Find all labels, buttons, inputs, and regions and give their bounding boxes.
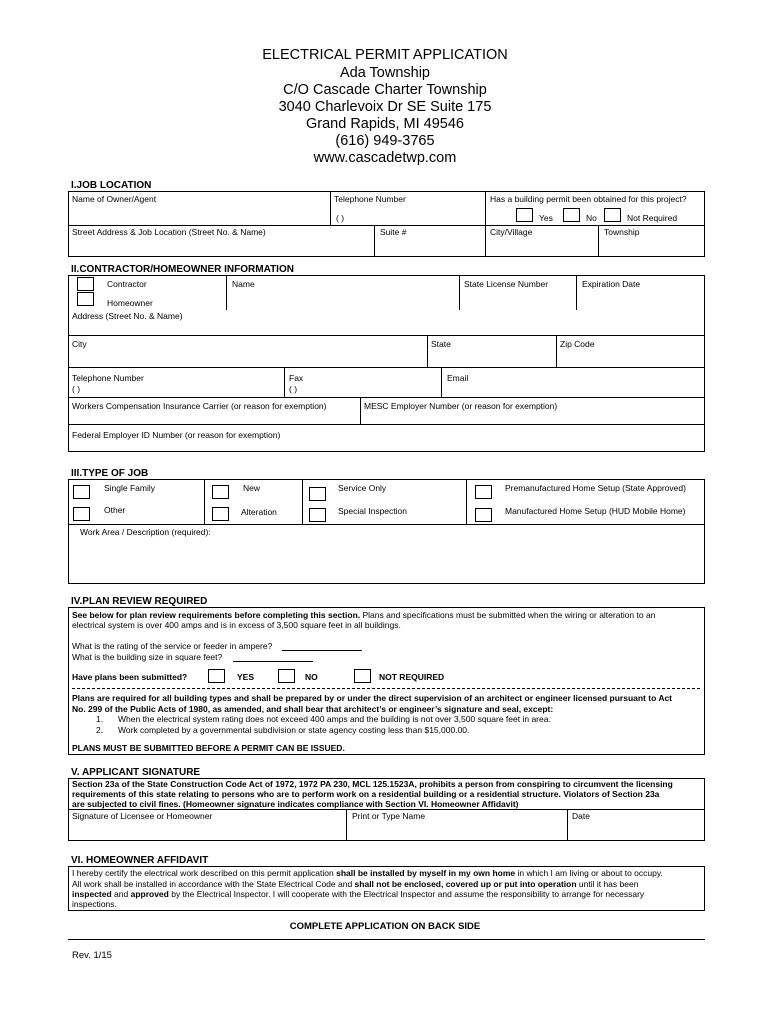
contractor-phone-label: Telephone Number	[72, 373, 144, 383]
other-label: Other	[104, 505, 126, 515]
plan-review-intro-line2: electrical system is over 400 amps and is in excess of 3,500 square feet in all buildings.	[72, 620, 401, 630]
contractor-checkbox[interactable]	[77, 277, 94, 291]
affidavit-line1: I hereby certify the electrical work described on this permit application shall be installed by myself in my own home in which I am living or about to occupy.	[72, 868, 663, 878]
size-answer-line[interactable]	[233, 661, 313, 662]
plans-yes-label: YES	[237, 672, 255, 682]
plans-not-required-label: NOT REQUIRED	[379, 672, 445, 682]
contractor-zip-label: Zip Code	[560, 339, 595, 349]
manufactured-label: Manufactured Home Setup (HUD Mobile Home)	[505, 506, 686, 516]
footer-rule	[68, 939, 705, 940]
section-signature-heading: V. APPLICANT SIGNATURE	[71, 767, 201, 778]
signature-legal-line3: are subjected to civil fines. (Homeowner signature indicates compliance with Section VI. Homeowner Affidavit)	[72, 799, 519, 809]
township-name: Ada Township	[339, 65, 431, 81]
permit-not-required-checkbox[interactable]	[604, 208, 621, 222]
other-checkbox[interactable]	[73, 507, 90, 521]
permit-not-required-label: Not Required	[627, 213, 678, 223]
mesc-label: MESC Employer Number (or reason for exemption)	[364, 401, 558, 411]
permit-yes-label: Yes	[539, 213, 553, 223]
contractor-fax-label: Fax	[289, 373, 304, 383]
service-only-checkbox[interactable]	[309, 487, 326, 501]
plans-no-checkbox[interactable]	[278, 669, 295, 683]
affidavit-line3: inspected and approved by the Electrical Inspector. I will cooperate with the Electrical Inspector and assume the responsibility to arrange for necessary	[72, 889, 645, 899]
dashed-divider	[72, 688, 700, 689]
premanufactured-checkbox[interactable]	[475, 485, 492, 499]
special-inspection-checkbox[interactable]	[309, 508, 326, 522]
new-checkbox[interactable]	[212, 485, 229, 499]
permit-question: Has a building permit been obtained for this project?	[490, 194, 687, 204]
page-title: ELECTRICAL PERMIT APPLICATION	[262, 47, 508, 63]
size-question: What is the building size in square feet?	[72, 652, 223, 662]
date-field[interactable]	[571, 822, 701, 839]
revision-label: Rev. 1/15	[72, 950, 112, 961]
work-area-field[interactable]	[72, 540, 700, 580]
owner-name-label: Name of Owner/Agent	[72, 194, 157, 204]
exception-1-number: 1.	[96, 714, 104, 724]
plans-yes-checkbox[interactable]	[208, 669, 225, 683]
single-family-label: Single Family	[104, 483, 156, 493]
alteration-label: Alteration	[241, 507, 277, 517]
alteration-checkbox[interactable]	[212, 507, 229, 521]
care-of: C/O Cascade Charter Township	[283, 82, 487, 98]
job-phone-label: Telephone Number	[334, 194, 406, 204]
permit-yes-checkbox[interactable]	[516, 208, 533, 222]
work-area-label: Work Area / Description (required):	[80, 527, 211, 537]
city-village-label: City/Village	[490, 227, 533, 237]
affidavit-line2: All work shall be installed in accordance with the State Electrical Code and shall not be enclosed, covered up or put into operation until it has been	[72, 879, 639, 889]
workers-comp-label: Workers Compensation Insurance Carrier (or reason for exemption)	[72, 401, 327, 411]
rating-question: What is the rating of the service or feeder in ampere?	[72, 641, 273, 651]
homeowner-checkbox[interactable]	[77, 292, 94, 306]
contractor-city-label: City	[72, 339, 87, 349]
plans-required-line1: Plans are required for all building types and shall be prepared by or under the direct supervision of an architect or engineer licensed pursuant to Act	[72, 693, 673, 703]
section-plan-review-heading: IV.PLAN REVIEW REQUIRED	[71, 596, 208, 607]
exception-2-text: Work completed by a governmental subdivision or state agency costing less than $15,000.00.	[118, 725, 470, 735]
section-affidavit-heading: VI. HOMEOWNER AFFIDAVIT	[71, 855, 209, 866]
permit-no-label: No	[586, 213, 597, 223]
affidavit-line4: inspections.	[72, 899, 117, 909]
contractor-name-label: Name	[232, 279, 255, 289]
signature-field[interactable]	[72, 822, 342, 839]
premanufactured-label: Premanufactured Home Setup (State Approved)	[505, 483, 686, 493]
plans-submitted-question: Have plans been submitted?	[72, 672, 188, 682]
license-number-label: State License Number	[464, 279, 549, 289]
office-phone: (616) 949-3765	[335, 133, 435, 149]
service-only-label: Service Only	[338, 483, 387, 493]
permit-no-checkbox[interactable]	[563, 208, 580, 222]
suite-label: Suite #	[380, 227, 407, 237]
job-phone-field[interactable]: ( )	[336, 213, 345, 223]
fein-label: Federal Employer ID Number (or reason for exemption)	[72, 430, 281, 440]
new-label: New	[243, 483, 261, 493]
owner-name-field[interactable]	[74, 205, 328, 223]
contractor-label: Contractor	[107, 279, 147, 289]
plans-no-label: NO	[305, 672, 318, 682]
signature-legal-line2: requirements of this state relating to persons who are to perform work on a residential building or a residential structure. Violators of Section 23a	[72, 789, 660, 799]
date-label: Date	[572, 811, 590, 821]
section-type-of-job-heading: III.TYPE OF JOB	[71, 468, 149, 479]
special-inspection-label: Special Inspection	[338, 506, 407, 516]
street-address-label: Street Address & Job Location (Street No. & Name)	[72, 227, 266, 237]
single-family-checkbox[interactable]	[73, 485, 90, 499]
homeowner-label: Homeowner	[107, 298, 153, 308]
contractor-phone-field[interactable]: ( )	[72, 384, 81, 394]
signature-label: Signature of Licensee or Homeowner	[72, 811, 213, 821]
exception-1-text: When the electrical system rating does not exceed 400 amps and the building is not over 3,500 square feet in area.	[118, 714, 551, 724]
signature-legal-line1: Section 23a of the State Construction Code Act of 1972, 1972 PA 230, MCL 125.1523A, prohibits a person from conspiring to circumvent the licensing	[72, 779, 673, 789]
contractor-fax-field[interactable]: ( )	[289, 384, 298, 394]
manufactured-checkbox[interactable]	[475, 508, 492, 522]
complete-back-side-note: COMPLETE APPLICATION ON BACK SIDE	[289, 921, 481, 932]
plans-not-required-checkbox[interactable]	[354, 669, 371, 683]
office-address: 3040 Charlevoix Dr SE Suite 175	[278, 99, 492, 115]
contractor-box	[68, 275, 705, 452]
contractor-state-label: State	[431, 339, 451, 349]
plans-required-line2: No. 299 of the Public Acts of 1980, as amended, and shall bear that architect’s or engineer’s signature and seal, except:	[72, 704, 554, 714]
expiration-date-label: Expiration Date	[582, 279, 641, 289]
plan-review-intro: See below for plan review requirements before completing this section. Plans and specifications must be submitted when the wiring or alteration to an	[72, 610, 656, 620]
rating-answer-line[interactable]	[282, 650, 362, 651]
contractor-address-label: Address (Street No. & Name)	[72, 311, 183, 321]
plans-must-submit: PLANS MUST BE SUBMITTED BEFORE A PERMIT CAN BE ISSUED.	[72, 743, 345, 753]
office-website: www.cascadetwp.com	[313, 150, 457, 166]
section-job-location-heading: I.JOB LOCATION	[71, 180, 152, 191]
section-contractor-heading: II.CONTRACTOR/HOMEOWNER INFORMATION	[71, 264, 294, 275]
office-city: Grand Rapids, MI 49546	[306, 116, 464, 132]
print-name-label: Print or Type Name	[352, 811, 426, 821]
exception-2-number: 2.	[96, 725, 104, 735]
township-label: Township	[604, 227, 640, 237]
contractor-email-label: Email	[447, 373, 469, 383]
print-name-field[interactable]	[350, 822, 564, 839]
